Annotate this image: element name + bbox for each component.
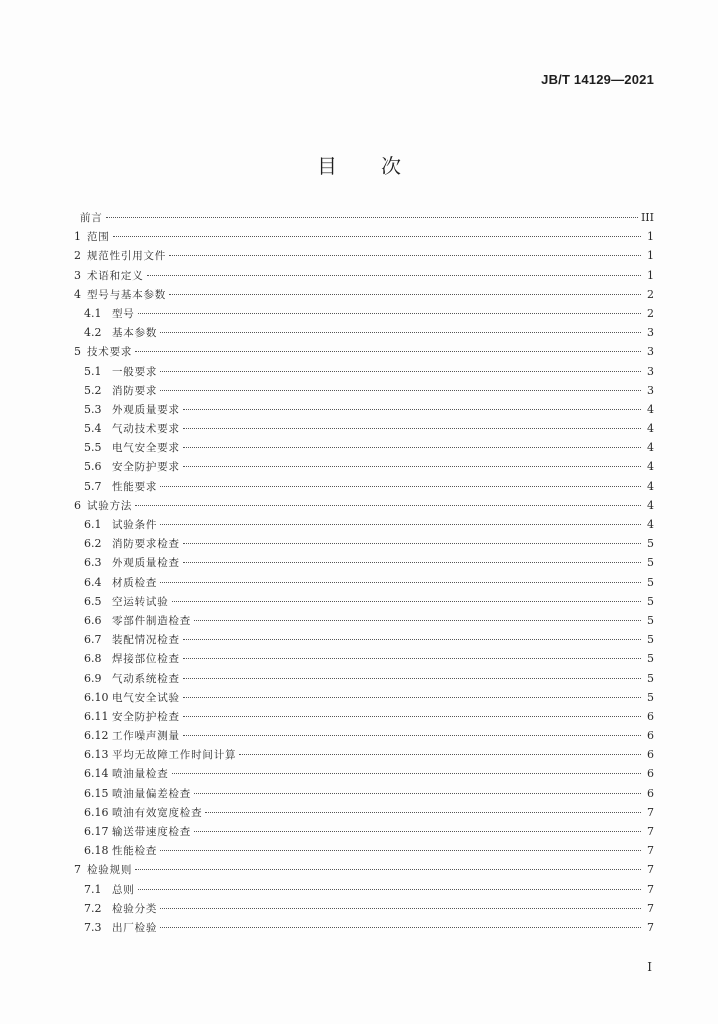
- toc-entry[interactable]: [74, 745, 654, 764]
- toc-entry-number: 6.8: [84, 652, 102, 666]
- toc-entry-page: 5: [647, 690, 654, 704]
- toc-title: 目次: [317, 154, 445, 178]
- toc-entry-page: 6: [647, 709, 654, 723]
- toc-dot-leader: [183, 562, 641, 563]
- toc-entry-title: 工作噪声测量: [112, 730, 180, 743]
- toc-entry-title: 外观质量要求: [112, 403, 180, 416]
- toc-dot-leader: [183, 697, 641, 698]
- toc-entry-title: 材质检查: [112, 576, 158, 589]
- toc-entry[interactable]: [74, 918, 654, 937]
- toc-entry-number: 6.9: [84, 671, 102, 685]
- toc-entry-number: 6.6: [84, 613, 102, 627]
- toc-entry-page: 4: [647, 479, 654, 493]
- toc-entry-page: 5: [647, 633, 654, 647]
- toc-entry-title: 喷油量检查: [112, 768, 169, 781]
- toc-entry[interactable]: [74, 381, 654, 400]
- toc-entry[interactable]: [74, 438, 654, 457]
- table-of-contents: [74, 208, 654, 937]
- toc-entry[interactable]: [74, 592, 654, 611]
- toc-entry-title: 范围: [87, 231, 110, 244]
- toc-entry-page: 1: [647, 230, 654, 244]
- toc-entry[interactable]: [74, 688, 654, 707]
- toc-entry-number: 3: [74, 268, 81, 282]
- toc-entry-page: 2: [647, 287, 654, 301]
- toc-dot-leader: [106, 217, 638, 218]
- toc-entry[interactable]: [74, 669, 654, 688]
- toc-entry-title: 空运转试验: [112, 595, 169, 608]
- toc-entry-page: 7: [647, 920, 654, 934]
- toc-entry[interactable]: [74, 649, 654, 668]
- toc-dot-leader: [183, 543, 641, 544]
- toc-dot-leader: [160, 371, 641, 372]
- toc-dot-leader: [183, 658, 641, 659]
- toc-entry-page: 1: [647, 249, 654, 263]
- toc-entry-number: 6.15: [84, 786, 109, 800]
- toc-entry-number: 5.1: [84, 364, 102, 378]
- toc-dot-leader: [169, 255, 641, 256]
- toc-entry-title: 检验分类: [112, 902, 158, 915]
- toc-entry-title: 输送带速度检查: [112, 826, 192, 838]
- toc-entry-number: 6.17: [84, 825, 109, 838]
- toc-dot-leader: [183, 735, 641, 736]
- toc-entry-title: 检验规则: [87, 864, 133, 877]
- toc-dot-leader: [194, 831, 641, 832]
- toc-entry[interactable]: [74, 304, 654, 323]
- toc-entry-title: 试验方法: [87, 499, 133, 512]
- toc-entry-page: 5: [647, 594, 654, 608]
- toc-entry-number: 7.3: [84, 920, 102, 934]
- toc-entry-page: 5: [647, 671, 654, 685]
- toc-dot-leader: [113, 236, 641, 237]
- toc-entry-page: 3: [647, 383, 654, 397]
- toc-entry-number: 6: [74, 498, 81, 512]
- toc-entry[interactable]: [74, 707, 654, 726]
- toc-entry-title: 装配情况检查: [112, 634, 180, 647]
- toc-entry-page: 7: [647, 882, 654, 896]
- toc-dot-leader: [160, 390, 641, 391]
- toc-entry-number: 2: [74, 249, 81, 263]
- toc-entry-number: 6.1: [84, 518, 102, 531]
- toc-entry-title: 出厂检验: [112, 921, 158, 934]
- toc-entry-title: 喷油有效宽度检查: [112, 806, 203, 819]
- toc-dot-leader: [239, 754, 641, 755]
- toc-entry-title: 平均无故障工作时间计算: [112, 749, 237, 762]
- toc-entry-page: 7: [647, 805, 654, 819]
- toc-dot-leader: [183, 678, 641, 679]
- toc-entry-number: 5.6: [84, 460, 102, 474]
- toc-entry-number: 5.5: [84, 441, 102, 455]
- toc-entry-number: 6.7: [84, 633, 102, 647]
- toc-dot-leader: [205, 812, 641, 813]
- toc-entry-page: 1: [647, 268, 654, 282]
- toc-entry-number: 6.14: [84, 767, 109, 781]
- toc-entry-title: 安全防护要求: [112, 461, 180, 474]
- toc-entry-page: 4: [647, 402, 654, 416]
- toc-entry-page: 7: [647, 844, 654, 858]
- toc-dot-leader: [138, 313, 641, 314]
- toc-entry[interactable]: [74, 323, 654, 342]
- toc-dot-leader: [135, 869, 641, 870]
- toc-dot-leader: [194, 620, 641, 621]
- toc-entry[interactable]: [74, 496, 654, 515]
- toc-dot-leader: [160, 908, 641, 909]
- toc-entry[interactable]: [74, 227, 654, 246]
- toc-entry-number: 4.1: [84, 306, 102, 320]
- toc-dot-leader: [135, 505, 641, 506]
- toc-entry-title: 消防要求检查: [112, 538, 180, 551]
- toc-entry-title: 零部件制造检查: [112, 614, 192, 627]
- toc-entry-number: 4: [74, 287, 81, 301]
- toc-entry[interactable]: [74, 400, 654, 419]
- toc-dot-leader: [183, 466, 641, 467]
- toc-entry-title: 性能要求: [112, 480, 158, 493]
- toc-entry[interactable]: [74, 419, 654, 438]
- toc-entry-page: 4: [647, 460, 654, 474]
- toc-entry-title: 试验条件: [112, 519, 158, 531]
- toc-entry-page: 3: [647, 345, 654, 359]
- toc-entry[interactable]: [74, 515, 654, 534]
- toc-entry-title: 技术要求: [87, 346, 133, 359]
- toc-entry[interactable]: [74, 822, 654, 841]
- toc-entry[interactable]: [74, 457, 654, 476]
- toc-entry-page: 5: [647, 537, 654, 551]
- toc-dot-leader: [160, 850, 641, 851]
- toc-entry-title: 规范性引用文件: [87, 250, 167, 263]
- toc-entry[interactable]: [74, 342, 654, 361]
- toc-entry-title: 电气安全试验: [112, 691, 180, 704]
- toc-entry-page: 6: [647, 729, 654, 743]
- toc-entry-number: 6.12: [84, 729, 109, 743]
- toc-dot-leader: [172, 773, 642, 774]
- toc-entry-title: 型号与基本参数: [87, 288, 167, 301]
- toc-entry-page: 4: [647, 498, 654, 512]
- toc-dot-leader: [172, 601, 642, 602]
- toc-dot-leader: [160, 582, 641, 583]
- toc-entry-number: 5.2: [84, 383, 102, 397]
- toc-entry-title: 一般要求: [112, 365, 158, 378]
- toc-entry-number: 1: [74, 230, 81, 244]
- toc-dot-leader: [194, 793, 641, 794]
- toc-entry-title: 型号: [112, 307, 135, 320]
- toc-entry-page: 6: [647, 786, 654, 800]
- toc-dot-leader: [160, 927, 641, 928]
- toc-entry[interactable]: [74, 803, 654, 822]
- toc-entry-page: 4: [647, 422, 654, 436]
- toc-dot-leader: [183, 447, 641, 448]
- toc-entry-page: 4: [647, 441, 654, 455]
- toc-entry[interactable]: [74, 726, 654, 745]
- toc-entry[interactable]: [74, 553, 654, 572]
- toc-entry-page: 5: [647, 652, 654, 666]
- toc-entry-number: 5.4: [84, 422, 102, 436]
- toc-entry-page: 7: [647, 825, 654, 838]
- toc-entry[interactable]: [74, 285, 654, 304]
- toc-entry[interactable]: [74, 246, 654, 265]
- toc-entry-title: 术语和定义: [87, 269, 144, 282]
- toc-entry-number: 7: [74, 863, 81, 877]
- toc-entry-number: 6.10: [84, 690, 109, 704]
- toc-entry-number: 6.13: [84, 748, 109, 762]
- toc-entry-page: 5: [647, 613, 654, 627]
- toc-entry-page: III: [640, 211, 654, 224]
- toc-entry[interactable]: [74, 573, 654, 592]
- toc-entry-title: 焊接部位检查: [112, 653, 180, 666]
- toc-entry-title: 总则: [112, 883, 135, 896]
- toc-entry-title: 性能检查: [112, 845, 158, 858]
- toc-dot-leader: [183, 409, 641, 410]
- toc-entry-number: 5: [74, 345, 81, 359]
- toc-dot-leader: [160, 524, 641, 525]
- toc-entry-page: 5: [647, 556, 654, 570]
- toc-entry-title: 外观质量检查: [112, 557, 180, 570]
- toc-entry[interactable]: [74, 477, 654, 496]
- toc-entry[interactable]: [74, 362, 654, 381]
- toc-entry-page: 7: [647, 901, 654, 915]
- toc-entry-title: 消防要求: [112, 384, 158, 397]
- toc-entry-number: 6.4: [84, 575, 102, 589]
- toc-entry-page: 3: [647, 364, 654, 378]
- toc-dot-leader: [135, 351, 641, 352]
- toc-entry-page: 6: [647, 748, 654, 762]
- toc-entry[interactable]: [74, 764, 654, 783]
- toc-dot-leader: [147, 275, 642, 276]
- toc-entry-number: 6.3: [84, 556, 102, 570]
- toc-entry[interactable]: [74, 208, 654, 227]
- toc-dot-leader: [138, 889, 641, 890]
- toc-entry[interactable]: [74, 784, 654, 803]
- toc-dot-leader: [183, 639, 641, 640]
- toc-entry-page: 4: [647, 518, 654, 531]
- toc-entry-number: 6.11: [84, 709, 109, 723]
- toc-entry-title: 喷油量偏差检查: [112, 787, 192, 800]
- toc-entry-page: 2: [647, 306, 654, 320]
- toc-dot-leader: [183, 428, 641, 429]
- toc-entry-page: 5: [647, 575, 654, 589]
- toc-entry[interactable]: [74, 534, 654, 553]
- toc-entry[interactable]: [74, 899, 654, 918]
- toc-entry[interactable]: [74, 266, 654, 285]
- toc-entry[interactable]: [74, 860, 654, 879]
- toc-dot-leader: [169, 294, 641, 295]
- standard-code: JB/T 14129—2021: [541, 72, 654, 87]
- toc-entry-number: 6.16: [84, 805, 109, 819]
- toc-entry-page: 7: [647, 863, 654, 877]
- toc-entry-title: 电气安全要求: [112, 442, 180, 455]
- toc-entry-number: 7.2: [84, 901, 102, 915]
- toc-entry-number: 6.5: [84, 594, 102, 608]
- toc-entry-number: 6.2: [84, 537, 102, 551]
- toc-entry[interactable]: [74, 880, 654, 899]
- toc-entry-page: 6: [647, 767, 654, 781]
- toc-entry-number: 6.18: [84, 844, 109, 858]
- toc-dot-leader: [160, 332, 641, 333]
- toc-entry-title: 气动系统检查: [112, 672, 180, 685]
- toc-entry-title: 前言: [80, 212, 103, 224]
- page-number: I: [647, 960, 652, 974]
- toc-entry-number: 4.2: [84, 326, 102, 340]
- toc-dot-leader: [183, 716, 641, 717]
- toc-entry-number: 5.7: [84, 479, 102, 493]
- toc-entry-title: 基本参数: [112, 327, 158, 340]
- toc-entry-page: 3: [647, 326, 654, 340]
- toc-entry-number: 5.3: [84, 402, 102, 416]
- toc-entry-number: 7.1: [84, 882, 102, 896]
- toc-entry-title: 安全防护检查: [112, 710, 180, 723]
- toc-entry-title: 气动技术要求: [112, 423, 180, 436]
- toc-entry[interactable]: [74, 841, 654, 860]
- toc-entry[interactable]: [74, 611, 654, 630]
- toc-dot-leader: [160, 486, 641, 487]
- toc-entry[interactable]: [74, 630, 654, 649]
